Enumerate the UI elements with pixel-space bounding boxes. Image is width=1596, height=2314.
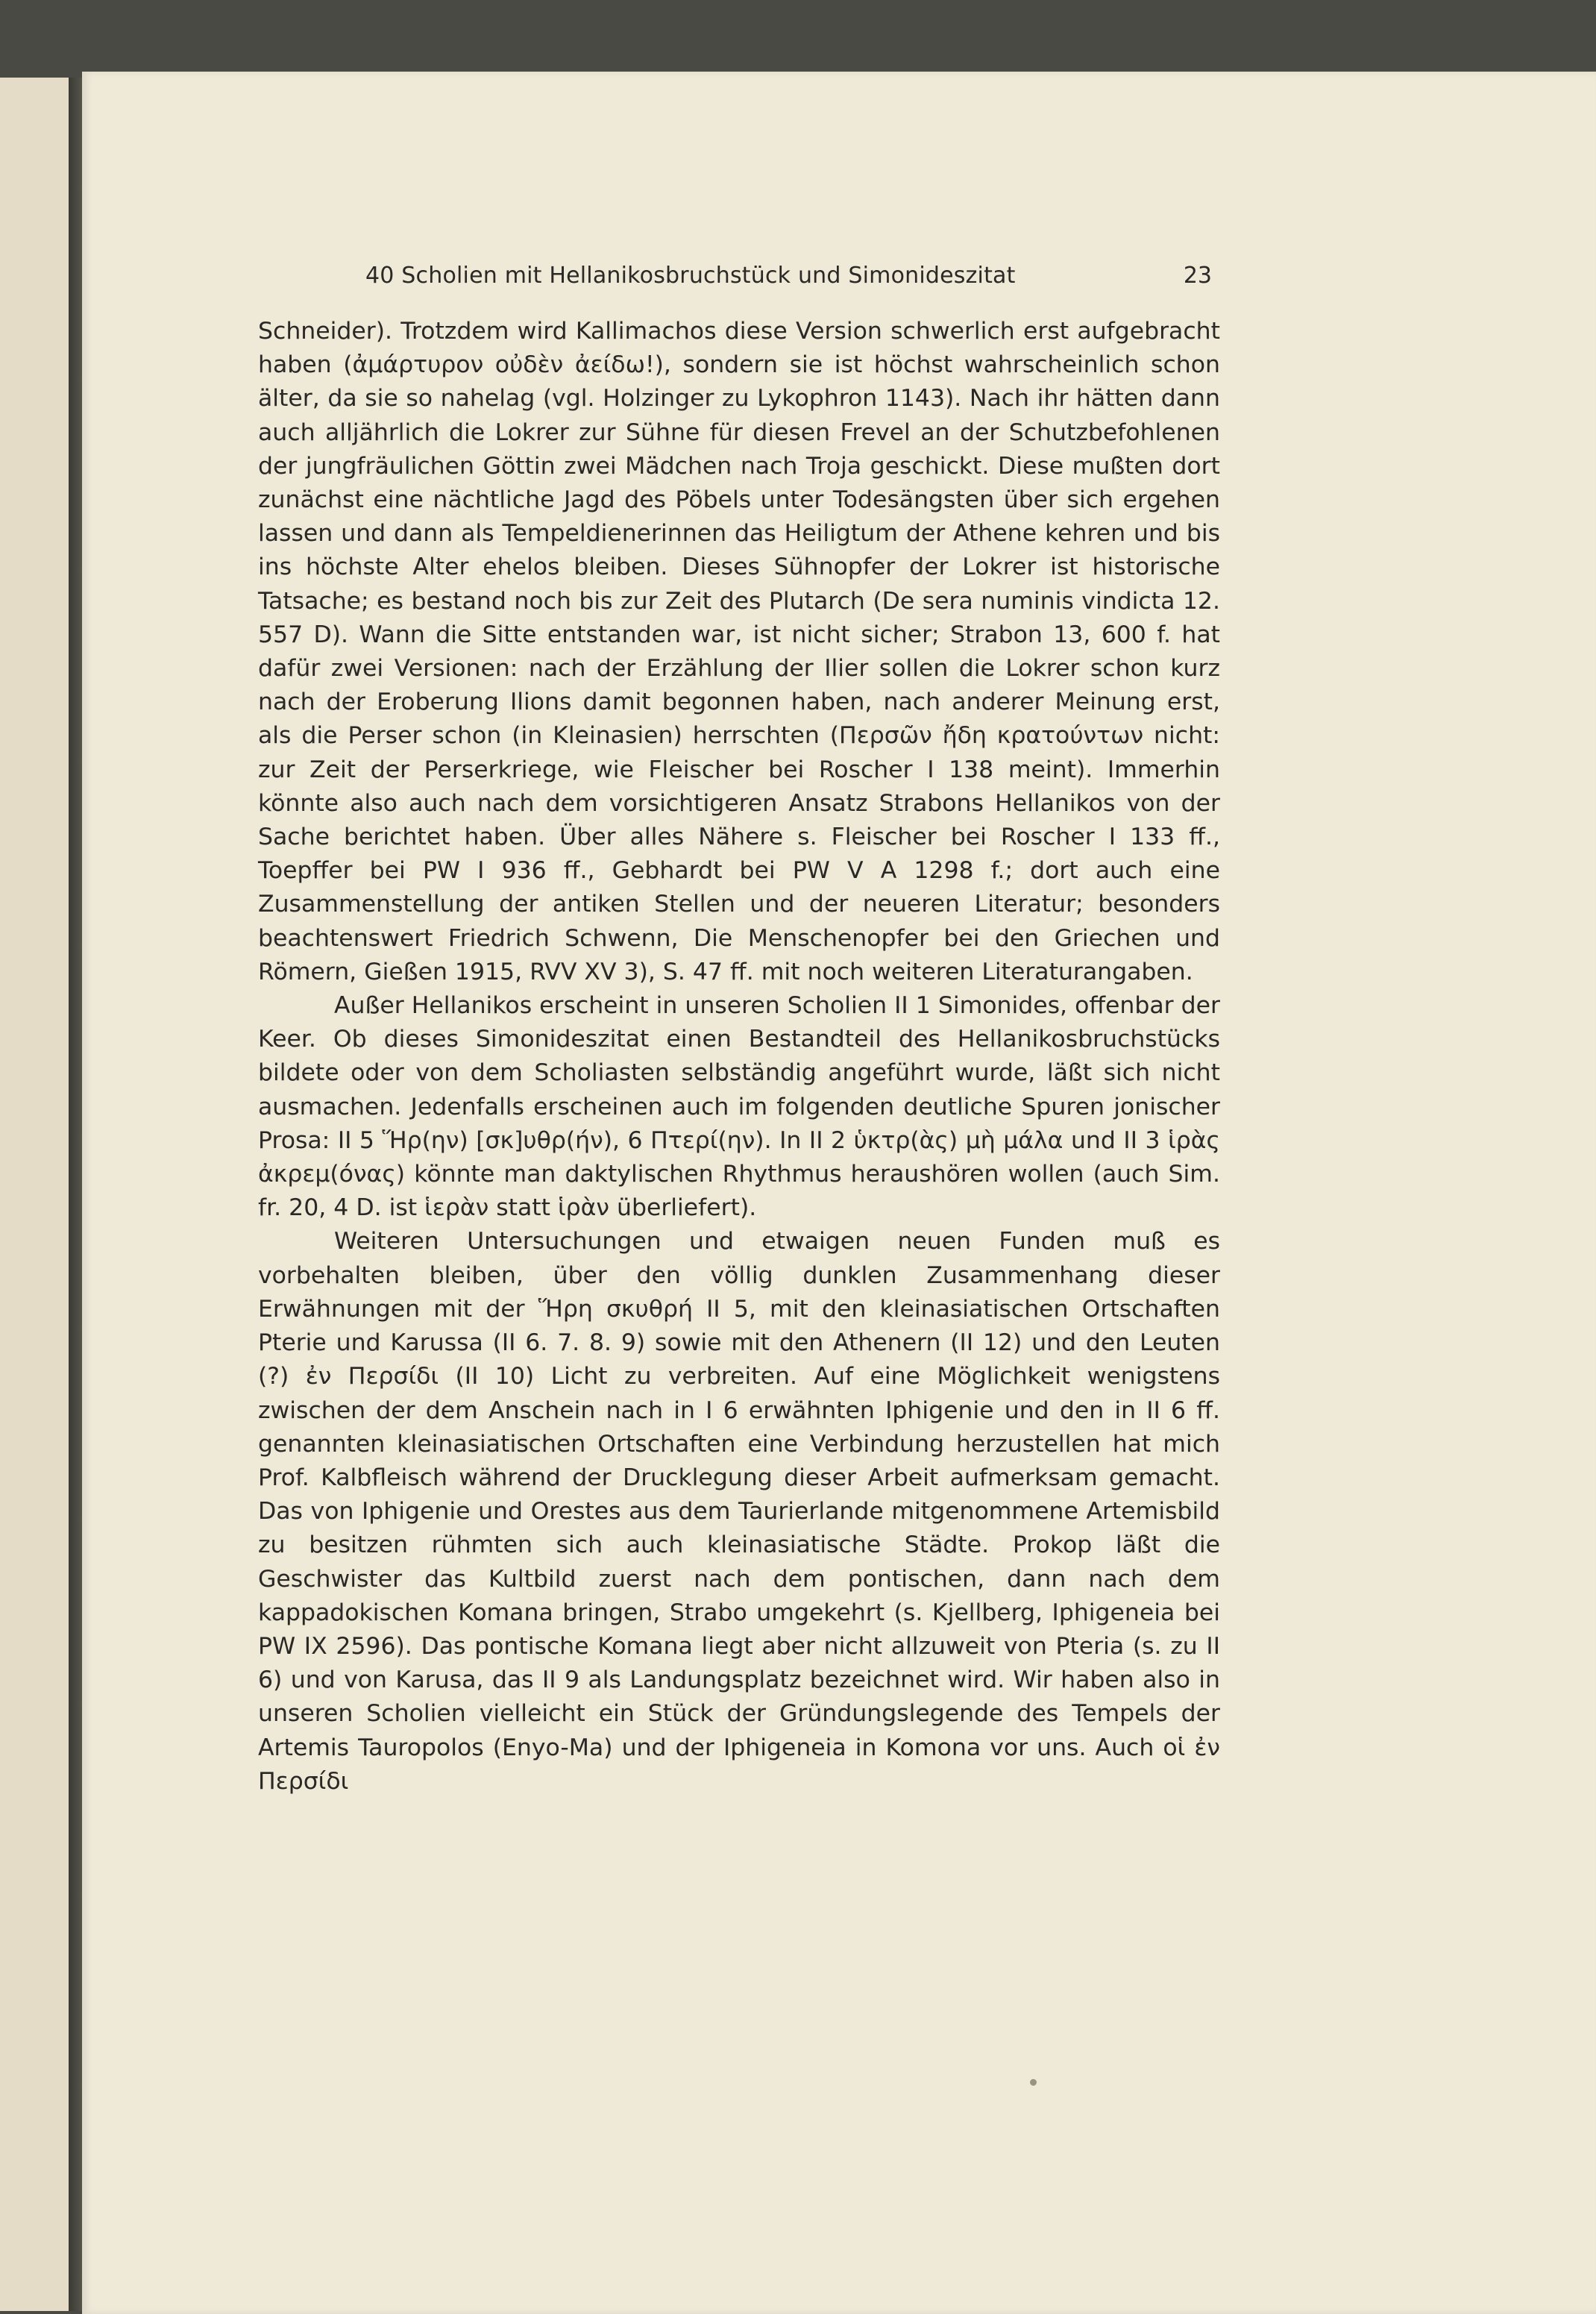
book-gutter [69,78,82,2311]
running-title: 40 Scholien mit Hellanikosbruchstück und Simonideszitat [365,263,1016,289]
facing-page-edge [0,78,69,2311]
running-header [365,263,1212,292]
paragraph-2: Außer Hellanikos erscheint in unseren Scholien II 1 Simonides, offenbar der Keer. Ob dieses Simonideszitat einen Bestandteil des Hellanikosbruchstücks bildete oder von dem Scholiasten selbständig angeführt wurde, läßt sich nicht ausmachen. Jedenfalls erscheinen auch im folgenden deutliche Spuren jonischer Prosa: II 5 Ἥρ(ην) [σκ]υθρ(ήν), 6 Πτερί(ην). In II 2 ὑκτρ(ὰς) μὴ μάλα und II 3 ἱρὰς ἀκρεμ(όνας) könnte man daktylischen Rhythmus heraushören wollen (auch Sim. fr. 20, 4 D. ist ἱερὰν statt ἱρὰν überliefert). [258,992,1220,1222]
paragraph-3: Weiteren Untersuchungen und etwaigen neuen Funden muß es vorbehalten bleiben, über den völlig dunklen Zusammenhang dieser Erwähnungen mit der Ἥρη σκυθρή II 5, mit den kleinasiatischen Ortschaften Pterie und Karussa (II 6. 7. 8. 9) sowie mit den Athenern (II 12) und den Leuten (?) ἐν Περσίδι (II 10) Licht zu verbreiten. Auf eine Möglichkeit wenigstens zwischen der dem Anschein nach in I 6 erwähnten Iphigenie und den in II 6 ff. genannten kleinasiatischen Ortschaften eine Verbindung herzustellen hat mich Prof. Kalbfleisch während der Drucklegung dieser Arbeit aufmerksam gemacht. Das von Iphigenie und Orestes aus dem Taurierlande mitgenommene Artemisbild zu besitzen rühmten sich auch kleinasiatische Städte. Prokop läßt die Geschwister das Kultbild zuerst nach dem pontischen, dann nach dem kappadokischen Komana bringen, Strabo umgekehrt (s. Kjellberg, Iphigeneia bei PW IX 2596). Das pontische Komana liegt aber nicht allzuweit von Pteria (s. zu II 6) und von Karusa, das II 9 als Landungsplatz bezeichnet wird. Wir haben also in unseren Scholien vielleicht ein Stück der Gründungslegende des Tempels der Artemis Tauropolos (Enyo-Ma) und der Iphigeneia in Komona vor uns. Auch οἱ ἐν Περσίδι [258,1228,1220,1795]
page-number: 23 [1183,263,1212,289]
paper-speck [1030,2079,1037,2086]
paragraph-1: Schneider). Trotzdem wird Kallimachos diese Version schwerlich erst aufgebracht haben (ἀμάρτυρον οὐδὲν ἀείδω!), sondern sie ist höchst wahrscheinlich schon älter, da sie so nahelag (vgl. Holzinger zu Lykophron 1143). Nach ihr hätten dann auch alljährlich die Lokrer zur Sühne für diesen Frevel an der Schutzbefohlenen der jungfräulichen Göttin zwei Mädchen nach Troja geschickt. Diese mußten dort zunächst eine nächtliche Jagd des Pöbels unter Todesängsten über sich ergehen lassen und dann als Tempeldienerinnen das Heiligtum der Athene kehren und bis ins höchste Alter ehelos bleiben. Dieses Sühnopfer der Lokrer ist historische Tatsache; es bestand noch bis zur Zeit des Plutarch (De sera numinis vindicta 12. 557 D). Wann die Sitte entstanden war, ist nicht sicher; Strabon 13, 600 f. hat dafür zwei Versionen: nach der Erzählung der Ilier sollen die Lokrer schon kurz nach der Eroberung Ilions damit begonnen haben, nach anderer Meinung erst, als die Perser schon (in Kleinasien) herrschten (Περσῶν ἤδη κρατούντων nicht: zur Zeit der Perserkriege, wie Fleischer bei Roscher I 138 meint). Immerhin könnte also auch nach dem vorsichtigeren Ansatz Strabons Hellanikos von der Sache berichtet haben. Über alles Nähere s. Fleischer bei Roscher I 133 ff., Toepffer bei PW I 936 ff., Gebhardt bei PW V A 1298 f.; dort auch eine Zusammenstellung der antiken Stellen und der neueren Literatur; besonders beachtenswert Friedrich Schwenn, Die Menschenopfer bei den Griechen und Römern, Gießen 1915, RVV XV 3), S. 47 ff. mit noch weiteren Literaturangaben. [258,318,1220,985]
body-text [258,315,1220,1799]
